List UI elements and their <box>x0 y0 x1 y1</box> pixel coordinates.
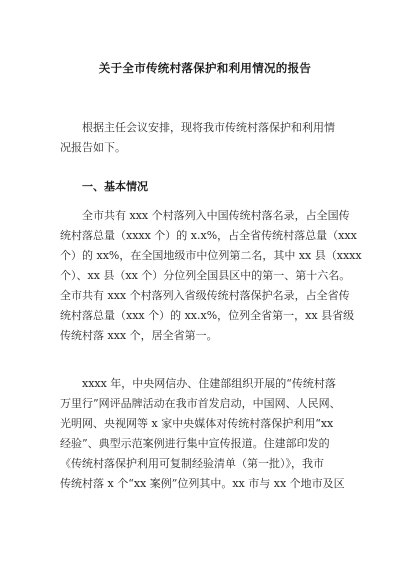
text-line: 个）、xx 县（xx 个）分位列全国县区中的第一、第十六名。 <box>60 269 351 282</box>
text-line: 《传统村落保护利用可复制经验清单（第一批）》，我市 <box>60 457 324 470</box>
text-line: 全市共有 xxx 个村落列入中国传统村落名录，占全国传 <box>60 209 350 222</box>
text-line: 根据主任会议安排，现将我市传统村落保护和利用情 <box>60 121 335 134</box>
section-heading: 一、基本情况 <box>60 180 148 193</box>
body-paragraph <box>60 374 352 494</box>
text-line: 个）的 xx%，在全国地级市中位列第二名，其中 xx 县（xxxx <box>60 249 362 262</box>
text-line: 统村落总量（xxxx 个）的 x.x%，占全省传统村落总量（xxx <box>60 229 357 242</box>
text-line: 光明网、央视网等 x 家中央媒体对传统村落保护利用“xx <box>60 417 334 430</box>
intro-paragraph <box>60 118 352 158</box>
text-line: 万里行”网评品牌活动在我市首发启动，中国网、人民网、 <box>60 397 341 410</box>
page-title: 关于全市传统村落保护和利用情况的报告 <box>98 61 312 75</box>
text-line: 况报告如下。 <box>60 141 126 154</box>
text-line: 传统村落 xxx 个，居全省第一。 <box>60 329 218 342</box>
text-line: 统村落总量（xxx 个）的 xx.x%，位列全省第一，xx 县省级 <box>60 309 355 322</box>
text-line: xxxx 年，中央网信办、住建部组织开展的“传统村落 <box>60 377 336 390</box>
text-line: 经验”、典型示范案例进行集中宣传报道。住建部印发的 <box>60 437 330 450</box>
body-paragraph <box>60 206 362 346</box>
text-line: 全市共有 xxx 个村落列入省级传统村落保护名录，占全省传 <box>60 289 350 302</box>
text-line: 传统村落 x 个“xx 案例”位列其中。xx 市与 xx 个地市及区 <box>60 477 345 490</box>
